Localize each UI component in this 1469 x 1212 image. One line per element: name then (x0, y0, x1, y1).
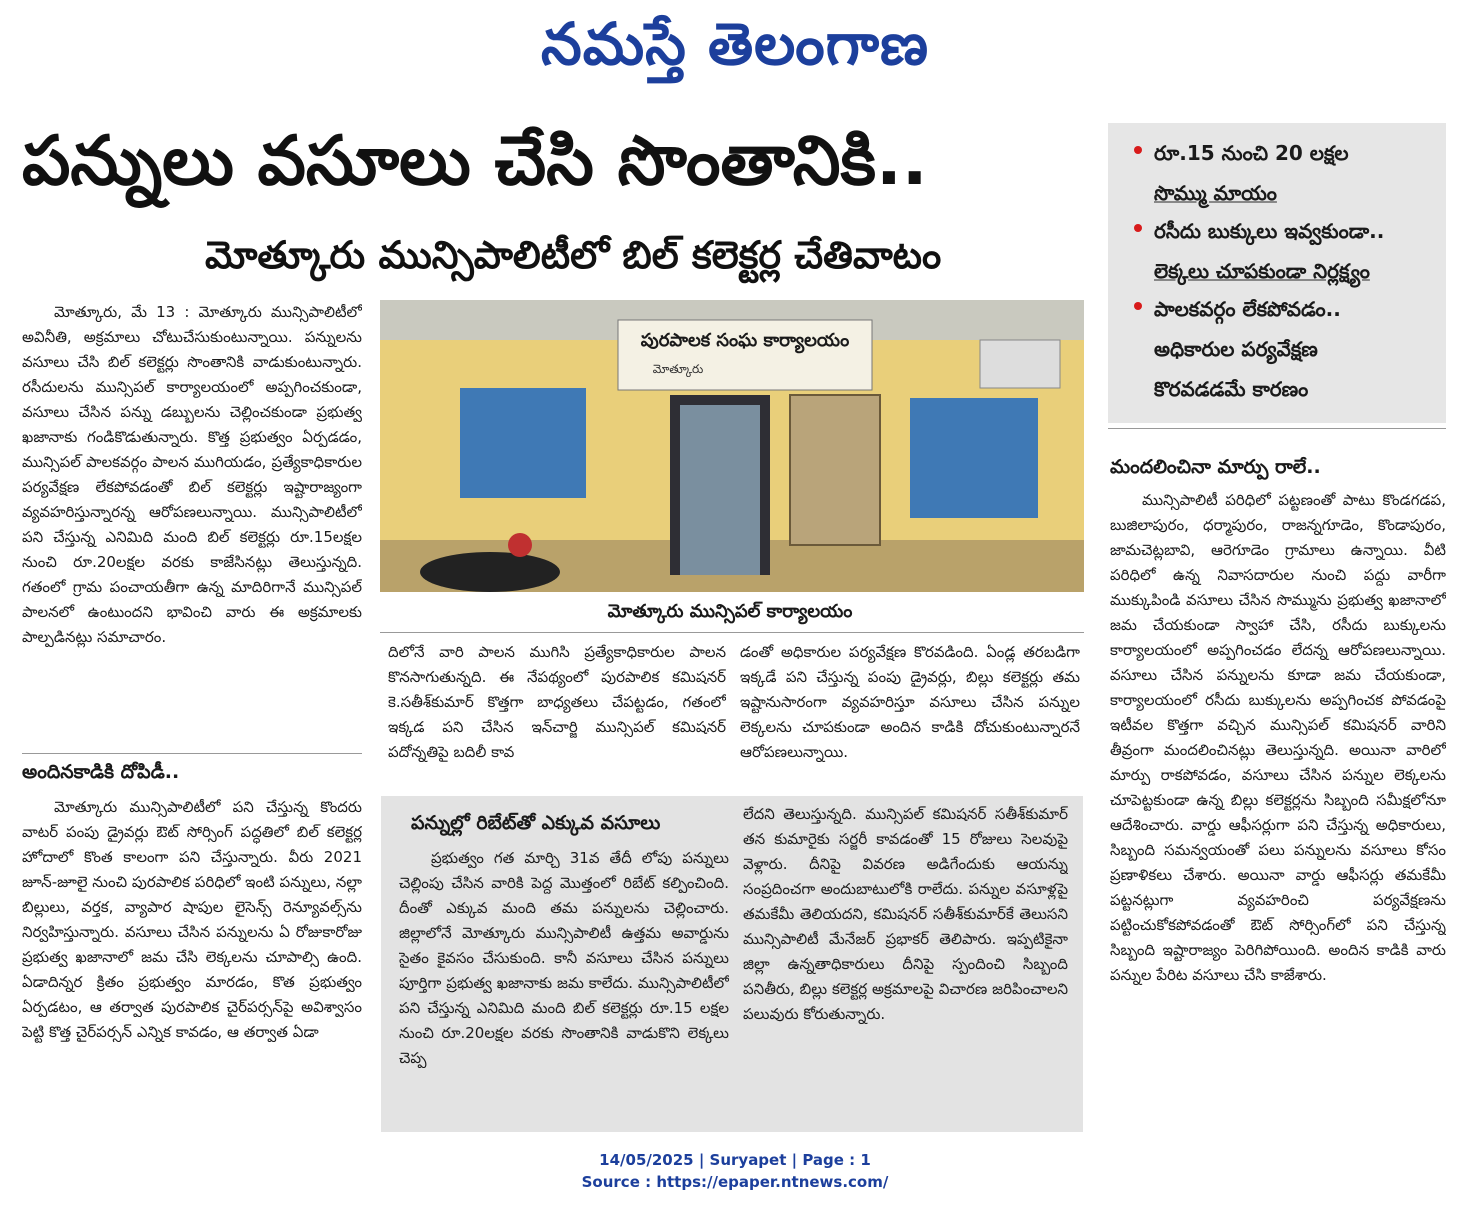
article-paragraph: ప్రభుత్వం గత మార్చి 31వ తేదీ లోపు పన్నులు చెల్లింపు చేసిన వారికి పెద్ద మొత్తంలో రిబేట్ కల్పించింది. దీంతో ఎక్కువ మంది తమ పన్నులను చెల్లించారు. జిల్లాలోనే మోత్కూరు మున్సిపాలిటీ ఉత్తమ అవార్డును సైతం కైవసం చేసుకుంది. కానీ వసూలు చేసిన పన్నులు పూర్తిగా ప్రభుత్వ ఖజానాకు జమ కాలేదు. మున్సిపాలిటీలో పని చేస్తున్న ఎనిమిది మంది బిల్ కలెక్టర్లు రూ.15 లక్షల నుంచి రూ.20లక్షల వరకు సొంతానికి వాడుకొని లెక్కలు చెప్ప (399, 849, 729, 1067)
article-paragraph: దిలోనే వారి పాలన ముగిసి ప్రత్యేకాధికారుల పాలన కొనసాగుతున్నది. ఈ నేపథ్యంలో పురపాలిక కమిషనర్ కె.సతీశ్‌కుమార్ కొత్తగా బాధ్యతలు చేపట్టడం, గతంలో ఇక్కడ పని చేసిన ఇన్‌చార్జి మున్సిపల్ కమిషనర్ పదోన్నతిపై బదిలీ కావ (388, 643, 726, 761)
highlight-line: పాలకవర్గం లేకపోవడం.. (1154, 297, 1341, 321)
section-subhead: మందలించినా మార్పు రాలే.. (1110, 456, 1321, 478)
article-column-4 (1110, 488, 1446, 1128)
highlight-line: కొరవడడమే కారణం (1154, 377, 1309, 401)
article-paragraph: మోత్కూరు మున్సిపాలిటీలో పని చేస్తున్న కొందరు వాటర్ పంపు డ్రైవర్లు ఔట్ సోర్సింగ్ పద్ధతిలో బిల్ కలెక్టర్ల హోదాలో కొంత కాలంగా పని చేస్తున్నారు. వీరు 2021 జూన్-జూలై నుంచి పురపాలిక పరిధిలో ఇంటి పన్నులు, నల్లా బిల్లులు, వర్తక, వ్యాపార షాపుల లైసెన్స్ రెన్యూవల్స్‌ను నిర్వహిస్తున్నారు. వసూలు చేసిన పన్నులను ఏ రోజుకారోజు ప్రభుత్వ ఖజానాలో జమ చేసి లెక్కలను చూపాల్సి ఉంది. ఏడాదిన్నర క్రితం ప్రభుత్వం మారడం, కొత ప్రభుత్వం ఏర్పడటం, ఆ తర్వాత పురపాలిక చైర్‌పర్సన్‌పై అవిశ్వాసం పెట్టి కొత్త చైర్‌పర్సన్ ఎన్నిక కావడం, ఆ తర్వాత ఏడా (22, 798, 362, 1041)
office-sign-sub: మోత్కూరు (652, 362, 704, 376)
divider (1108, 428, 1446, 429)
footer-date: 14/05/2025 | Suryapet | Page : 1 (599, 1151, 871, 1169)
article-column-1 (22, 300, 362, 750)
bullet-icon (1134, 302, 1142, 310)
photo-caption: మోత్కూరు మున్సిపల్ కార్యాలయం (607, 601, 853, 622)
highlights-box (1108, 123, 1446, 423)
office-sign: పురపాలక సంఘ కార్యాలయం (640, 330, 850, 351)
highlight-line: అధికారుల పర్యవేక్షణ (1154, 337, 1318, 361)
section-subhead: అందినకాడికి దోపిడీ.. (22, 761, 180, 783)
article-paragraph: డంతో అధికారుల పర్యవేక్షణ కొరవడింది. ఏండ్ల తరబడిగా ఇక్కడే పని చేస్తున్న పంపు డ్రైవర్లు, బిల్లు కలెక్టర్లు తమ ఇష్టానుసారంగా వ్యవహరిస్తూ వసూలు చేసిన పన్నుల లెక్కలను చూపకుండా అందిన కాడికి దోచుకుంటున్నారనే ఆరోపణలున్నాయి. (740, 643, 1080, 761)
highlight-item (1130, 133, 1440, 213)
highlight-item (1130, 211, 1440, 291)
article-paragraph: లేదని తెలుస్తున్నది. మున్సిపల్ కమిషనర్ సతీశ్‌కుమార్ తన కుమారైకు సర్జరీ కావడంతో 15 రోజులు సెలవుపై వెళ్లారు. దీనిపై వివరణ అడిగేందుకు ఆయన్ను సంప్రదించగా అందుబాటులోకి రాలేదు. పన్నుల వసూళ్లపై తమకేమీ తెలియదని, కమిషనర్ సతీశ్‌కుమార్‌కే తెలుసని మున్సిపాలిటీ మేనేజర్ ప్రభాకర్ తెలిపారు. ఇప్పటికైనా జిల్లా ఉన్నతాధికారులు దీనిపై స్పందించి సిబ్బంది పనితీరు, బిల్లు కలెక్టర్ల అక్రమాలపై విచారణ జరిపించాలని పలువురు కోరుతున్నారు. (743, 805, 1068, 1023)
headline: పన్నులు వసూలు చేసి సొంతానికి.. (22, 122, 928, 201)
bullet-icon (1134, 224, 1142, 232)
office-photo (380, 300, 1084, 592)
highlight-line: రూ.15 నుంచి 20 లక్షల (1154, 141, 1349, 165)
article-paragraph: మోత్కూరు, మే 13 : మోత్కూరు మున్సిపాలిటీలో అవినీతి, అక్రమాలు చోటుచేసుకుంటున్నాయి. పన్నులను వసూలు చేసి బిల్ కలెక్టర్లు సొంతానికి వాడుకుంటున్నారు. రసీదులను మున్సిపల్ కార్యాలయంలో అప్పగించకుండా, వసూలు చేసిన పన్ను డబ్బులను చెల్లించకుండా ప్రభుత్వ ఖజానాకు గండికొడుతున్నారు. కొత్త ప్రభుత్వం ఏర్పడడం, మున్సిపల్ పాలకవర్గం పాలన ముగియడం, ప్రత్యేకాధికారుల పర్యవేక్షణ లేకపోవడంతో బిల్ కలెక్టర్లు ఇష్టారాజ్యంగా వ్యవహరిస్తున్నారన్న ఆరోపణలున్నాయి. మున్సిపాలిటీలో పని చేస్తున్న ఎనిమిది మంది బిల్ కలెక్టర్లు రూ.15లక్షల నుంచి రూ.20లక్షల వరకు కాజేసినట్లు తెలుస్తున్నది. గతంలో గ్రామ పంచాయతీగా ఉన్న మాదిరిగానే మున్సిపల్ పాలనలో ఉంటుందని భావించి వారు ఈ అక్రమాలకు పాల్పడినట్లు సమాచారం. (22, 303, 362, 646)
article-paragraph: మున్సిపాలిటీ పరిధిలో పట్టణంతో పాటు కొండగడప, బుజిలాపురం, ధర్మాపురం, రాజన్నగూడెం, కొండాపురం, జామచెట్లబావి, ఆరెగూడెం గ్రామాలు ఉన్నాయి. వీటి పరిధిలో ఉన్న నివాసదారుల నుంచి పద్దు వారీగా ముక్కుపిండి వసూలు చేసిన సొమ్మును ప్రభుత్వ ఖజానాలో జమ చేయకుండా స్వాహా చేసి, రసీదు బుక్కులను కార్యాలయంలో అప్పగించడం లేదన్న ఆరోపణలున్నాయి. వసూలు చేసిన పన్నులను కూడా జమ చేయకుండా, కార్యాలయంలో రసీదు బుక్కులను అప్పగించక పోవడంపై ఇటీవల కొత్తగా వచ్చిన మున్సిపల్ కమిషనర్ వారిని తీవ్రంగా మందలించినట్లు తెలుస్తున్నది. అయినా వారిలో మార్పు రాకపోవడం, వసూలు చేసిన పన్నుల లెక్కలను చూపెట్టకుండా ఉన్న బిల్లు కలెక్టర్లను సిబ్బంది సమీక్షలోనూ ఆదేశించారు. వార్డు ఆఫీసర్లుగా పని చేస్తున్న అధికారులు, సిబ్బంది సమన్వయంతో పలు పన్నులను వసూలు కోసం ప్రణాళికలు చేశారు. అయినా వార్డు ఆఫీసర్లు తమకేమీ పట్టనట్లుగా వ్యవహరించి పర్యవేక్షణను పట్టించుకోకపోవడంతో ఔట్ సోర్సింగ్‌లో పని చేస్తున్న సిబ్బంది ఇష్టారాజ్యం పెరిగిపోయింది. అందిన కాడికి వారు పన్నుల పేరిట వసూలు చేసి కాజేశారు. (1110, 491, 1446, 984)
rebate-right-text (743, 802, 1068, 1122)
highlight-item (1130, 289, 1440, 409)
rebate-left-text (399, 846, 729, 1126)
article-column-3 (740, 640, 1080, 780)
rebate-box (381, 796, 1083, 1132)
article-column-1b (22, 795, 362, 1125)
footer-source: Source : https://epaper.ntnews.com/ (581, 1173, 889, 1191)
bullet-icon (1134, 146, 1142, 154)
highlight-line: సొమ్ము మాయం (1154, 181, 1277, 205)
divider (22, 753, 362, 754)
masthead-logo: నమస్తే తెలంగాణ (541, 10, 929, 78)
subheadline: మోత్కూరు మున్సిపాలిటీలో బిల్ కలెక్టర్ల చేతివాటం (205, 233, 942, 277)
highlight-line: లెక్కలు చూపకుండా నిర్లక్ష్యం (1154, 259, 1370, 283)
rebate-title: పన్నుల్లో రిబేట్‌తో ఎక్కువ వసూలు (411, 812, 661, 834)
article-column-2 (388, 640, 726, 780)
highlight-line: రసీదు బుక్కులు ఇవ్వకుండా.. (1154, 219, 1385, 243)
divider (380, 632, 1084, 633)
